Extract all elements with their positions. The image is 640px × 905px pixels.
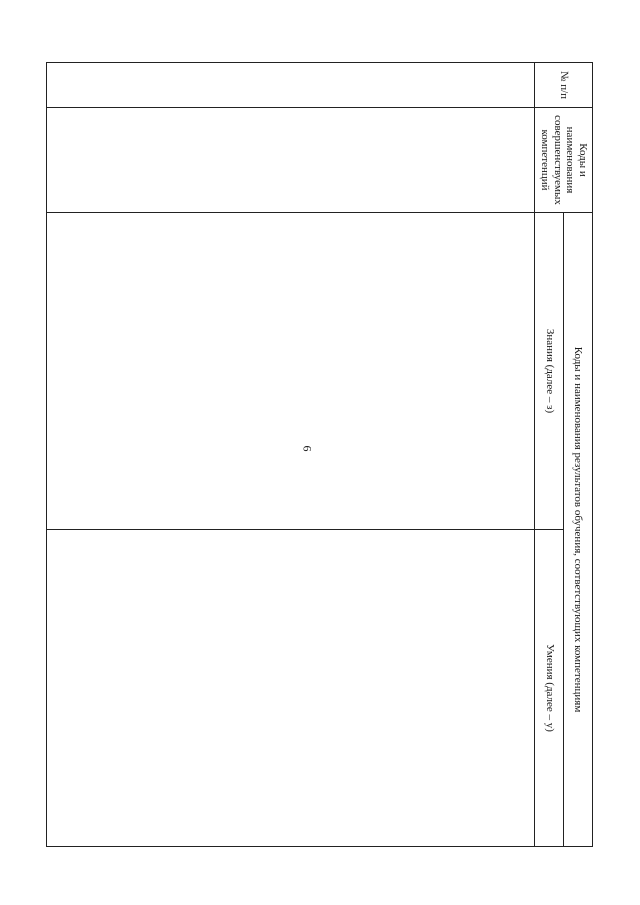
cell-code (47, 108, 535, 213)
cell-num (47, 63, 535, 108)
header-results: Коды и наименования результатов обучения, соответствующих компетенциям (564, 213, 593, 847)
header-code: Коды и наименования совершенствуемых компетенций (535, 108, 593, 213)
header-num: № п/п (535, 63, 593, 108)
body-row (47, 63, 535, 847)
header-knowledge: Знания (далее – з) (535, 213, 564, 530)
cell-skills (47, 530, 535, 847)
rotated-page (48, 62, 593, 847)
page-number: 6 (300, 445, 315, 452)
cell-knowledge (47, 213, 535, 530)
landscape-content (48, 62, 593, 847)
header-row (564, 63, 593, 847)
header-skills: Умения (далее – у) (535, 530, 564, 847)
competency-table (46, 62, 593, 847)
